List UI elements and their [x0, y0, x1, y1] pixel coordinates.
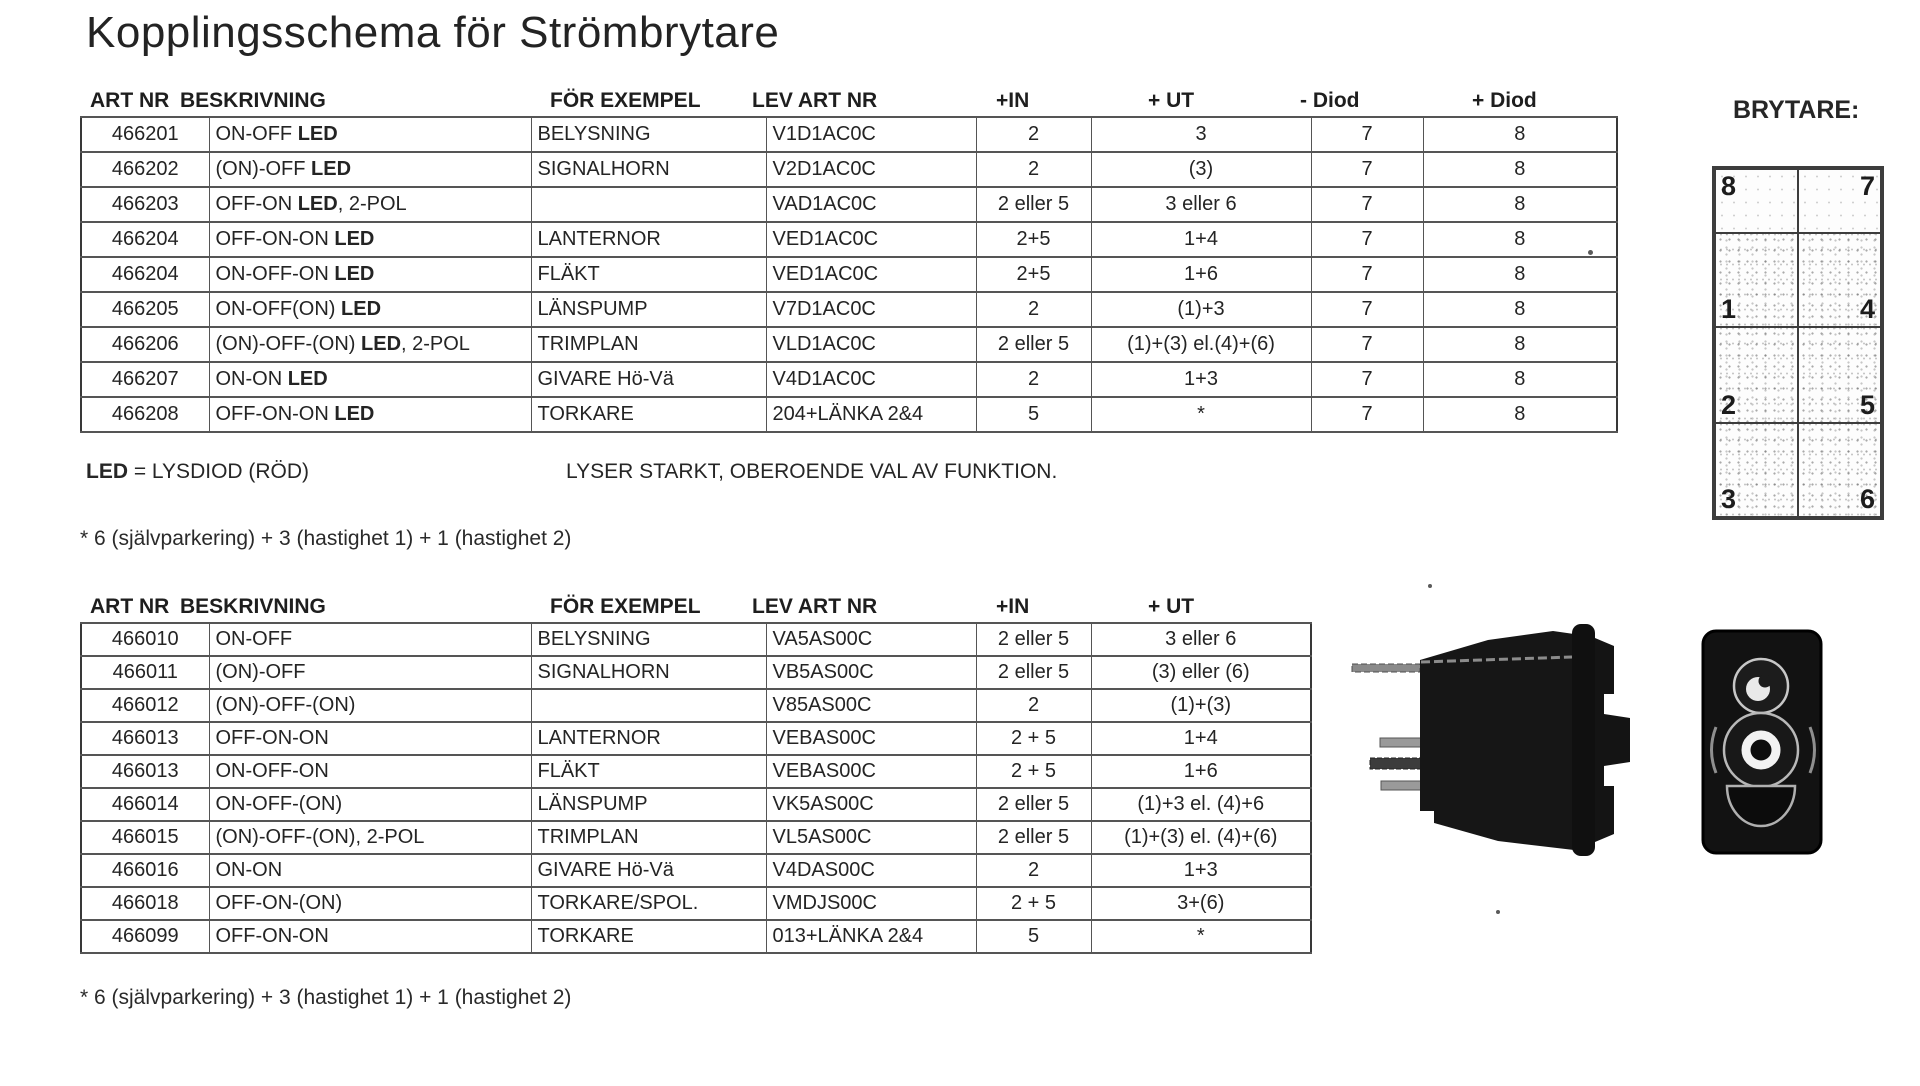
pin-number: 6 [1859, 484, 1875, 514]
table-cell: V4DAS00C [766, 854, 976, 887]
table-cell: 466204 [81, 222, 209, 257]
rear-housing [1595, 638, 1630, 842]
table-row [81, 362, 1617, 397]
table-cell: 466014 [81, 788, 209, 821]
table-cell: 466206 [81, 327, 209, 362]
table-cell: 466013 [81, 755, 209, 788]
table-cell: FLÄKT [531, 755, 766, 788]
table-row [81, 117, 1617, 152]
table-row [81, 152, 1617, 187]
table-cell: 1+4 [1091, 222, 1311, 257]
table-cell: VAD1AC0C [766, 187, 976, 222]
table-cell: (3) eller (6) [1091, 656, 1311, 689]
table-row [81, 821, 1311, 854]
pin-number: 3 [1721, 484, 1737, 514]
table-cell: VA5AS00C [766, 623, 976, 656]
table-cell: 466011 [81, 656, 209, 689]
col-header-lev-art-nr: LEV ART NR [752, 595, 878, 618]
led-switch-table-header [80, 86, 1618, 116]
table-cell: LÄNSPUMP [531, 788, 766, 821]
table-cell: 013+LÄNKA 2&4 [766, 920, 976, 953]
table-cell: (1)+(3) el. (4)+(6) [1091, 821, 1311, 854]
table-cell: TRIMPLAN [531, 327, 766, 362]
terminal-pin [1380, 738, 1422, 747]
table-cell: 8 [1423, 222, 1617, 257]
table-cell: 7 [1311, 292, 1423, 327]
table-cell: 2 eller 5 [976, 788, 1091, 821]
table-cell: 204+LÄNKA 2&4 [766, 397, 976, 432]
table-cell: V1D1AC0C [766, 117, 976, 152]
switch-side-photo [1348, 622, 1633, 860]
table-cell: 2 [976, 292, 1091, 327]
table-cell: 5 [976, 397, 1091, 432]
table-cell: 3 eller 6 [1091, 623, 1311, 656]
led-switch-table [80, 116, 1618, 433]
table-cell: V4D1AC0C [766, 362, 976, 397]
table-cell: 7 [1311, 327, 1423, 362]
table-cell: V85AS00C [766, 689, 976, 722]
table-cell: 466208 [81, 397, 209, 432]
table-row [81, 854, 1311, 887]
table-row [81, 920, 1311, 953]
table-cell: 7 [1311, 117, 1423, 152]
brytare-pin-diagram [1712, 166, 1884, 520]
switch-table-body [81, 623, 1311, 953]
table-cell: 2 eller 5 [976, 821, 1091, 854]
table-cell: 2 + 5 [976, 887, 1091, 920]
col-header-artnr: ART NR [90, 595, 170, 618]
pin-cell-8 [1715, 169, 1798, 233]
col-header-for-exempel: FÖR EXEMPEL [550, 595, 701, 618]
table-cell: 2+5 [976, 257, 1091, 292]
table-cell: 8 [1423, 152, 1617, 187]
pin-cell-5 [1798, 327, 1881, 423]
table-cell: 2+5 [976, 222, 1091, 257]
table-cell: 466010 [81, 623, 209, 656]
pin-number: 5 [1859, 390, 1875, 420]
table-cell: 2 eller 5 [976, 187, 1091, 222]
col-header-minus-diod: - Diod [1300, 89, 1360, 112]
table-cell: * [1091, 920, 1311, 953]
body-notch [1418, 811, 1434, 837]
table-cell: GIVARE Hö-Vä [531, 362, 766, 397]
table-cell: 2 eller 5 [976, 327, 1091, 362]
table-cell: 2 [976, 854, 1091, 887]
table-cell: 466016 [81, 854, 209, 887]
table-cell: 1+3 [1091, 854, 1311, 887]
table-cell: (1)+3 [1091, 292, 1311, 327]
table-cell: 8 [1423, 327, 1617, 362]
col-header-beskrivning: BESKRIVNING [180, 89, 326, 112]
col-header-plus-ut: + UT [1148, 89, 1195, 112]
col-header-plus-in: +IN [996, 595, 1030, 618]
table-cell: 7 [1311, 362, 1423, 397]
col-header-lev-art-nr: LEV ART NR [752, 89, 878, 112]
table-cell: OFF-ON-ON LED [209, 397, 531, 432]
table-cell: VLD1AC0C [766, 327, 976, 362]
pin-number: 2 [1721, 390, 1737, 420]
scan-speck [1496, 910, 1500, 914]
table-cell: 1+6 [1091, 257, 1311, 292]
pin-number: 4 [1859, 294, 1875, 324]
table-cell: (3) [1091, 152, 1311, 187]
table-cell: BELYSNING [531, 623, 766, 656]
table-cell: (ON)-OFF-(ON) [209, 689, 531, 722]
col-header-plus-diod: + Diod [1472, 89, 1537, 112]
pin-number: 8 [1721, 171, 1737, 201]
pin-cell-4 [1798, 233, 1881, 327]
table-cell: 2 [976, 117, 1091, 152]
switch-table-header [80, 592, 1312, 622]
table-cell: (ON)-OFF LED [209, 152, 531, 187]
pin-number: 7 [1859, 171, 1875, 201]
table-cell: 466202 [81, 152, 209, 187]
table-cell: (ON)-OFF-(ON), 2-POL [209, 821, 531, 854]
table-cell: 1+6 [1091, 755, 1311, 788]
table-cell: GIVARE Hö-Vä [531, 854, 766, 887]
table-cell: V2D1AC0C [766, 152, 976, 187]
table-cell: VEBAS00C [766, 722, 976, 755]
table-cell: VEBAS00C [766, 755, 976, 788]
page-title: Kopplingsschema för Strömbrytare [86, 8, 780, 57]
table-cell: 8 [1423, 397, 1617, 432]
table-cell: OFF-ON LED, 2-POL [209, 187, 531, 222]
col-header-plus-in: +IN [996, 89, 1030, 112]
terminal-pin [1381, 781, 1422, 790]
led-note-label [86, 460, 309, 484]
switch-table-section [80, 592, 1312, 954]
table-row [81, 689, 1311, 722]
table-cell: FLÄKT [531, 257, 766, 292]
table-cell: 2 [976, 152, 1091, 187]
table-cell: LÄNSPUMP [531, 292, 766, 327]
table-cell: 7 [1311, 397, 1423, 432]
table-row [81, 222, 1617, 257]
table-cell: ON-OFF LED [209, 117, 531, 152]
led-switch-table-section [80, 86, 1618, 433]
table-row [81, 887, 1311, 920]
table-cell: 8 [1423, 292, 1617, 327]
table-cell: VK5AS00C [766, 788, 976, 821]
scan-speck [1588, 250, 1593, 255]
table-cell: TRIMPLAN [531, 821, 766, 854]
actuator-donut [1746, 735, 1776, 765]
table-cell: 3 eller 6 [1091, 187, 1311, 222]
pin-cell-3 [1715, 423, 1798, 517]
table-cell: SIGNALHORN [531, 656, 766, 689]
table-cell: VB5AS00C [766, 656, 976, 689]
table-cell: 466099 [81, 920, 209, 953]
col-header-artnr: ART NR [90, 89, 170, 112]
table-cell: 466201 [81, 117, 209, 152]
pin-cell-2 [1715, 327, 1798, 423]
table-cell: 3 [1091, 117, 1311, 152]
table-cell: ON-ON LED [209, 362, 531, 397]
table-cell: SIGNALHORN [531, 152, 766, 187]
table-cell: 466013 [81, 722, 209, 755]
table-cell: (1)+(3) el.(4)+(6) [1091, 327, 1311, 362]
table-cell: 8 [1423, 257, 1617, 292]
table-cell: OFF-ON-ON LED [209, 222, 531, 257]
table-cell: 1+3 [1091, 362, 1311, 397]
table-cell: 5 [976, 920, 1091, 953]
table-cell: ON-OFF [209, 623, 531, 656]
table-cell: ON-OFF-(ON) [209, 788, 531, 821]
table-cell: 2 + 5 [976, 755, 1091, 788]
table-cell [531, 689, 766, 722]
table-cell: OFF-ON-ON [209, 920, 531, 953]
table-cell: V7D1AC0C [766, 292, 976, 327]
col-header-beskrivning: BESKRIVNING [180, 595, 326, 618]
pin-number: 1 [1721, 294, 1737, 324]
switch-front-photo [1701, 629, 1825, 857]
lens-crescent [1759, 675, 1772, 688]
switch-table [80, 622, 1312, 954]
led-note-rest: = LYSDIOD (RÖD) [128, 460, 310, 483]
led-switch-table-body [81, 117, 1617, 432]
table-cell: 7 [1311, 152, 1423, 187]
led-note-text: LYSER STARKT, OBEROENDE VAL AV FUNKTION. [566, 460, 1058, 483]
pin-cell-7 [1798, 169, 1881, 233]
table-cell: 466015 [81, 821, 209, 854]
table-row [81, 397, 1617, 432]
table-cell: 1+4 [1091, 722, 1311, 755]
terminal-pin [1370, 758, 1422, 769]
table-cell: VMDJS00C [766, 887, 976, 920]
table-cell: (ON)-OFF [209, 656, 531, 689]
table-cell: TORKARE [531, 920, 766, 953]
table-cell: TORKARE/SPOL. [531, 887, 766, 920]
table-cell: 2 + 5 [976, 722, 1091, 755]
table-row [81, 292, 1617, 327]
table-row [81, 656, 1311, 689]
table-cell: 466012 [81, 689, 209, 722]
table-row [81, 755, 1311, 788]
table-cell: 2 eller 5 [976, 656, 1091, 689]
table-cell: LANTERNOR [531, 722, 766, 755]
table-row [81, 327, 1617, 362]
table-cell: 8 [1423, 117, 1617, 152]
table-cell: 466204 [81, 257, 209, 292]
table-cell: 7 [1311, 187, 1423, 222]
table-cell: VED1AC0C [766, 257, 976, 292]
table-cell: 2 eller 5 [976, 623, 1091, 656]
col-header-for-exempel: FÖR EXEMPEL [550, 89, 701, 112]
switch-body [1420, 631, 1574, 850]
table-cell: 466203 [81, 187, 209, 222]
table-cell: * [1091, 397, 1311, 432]
table-cell: (1)+(3) [1091, 689, 1311, 722]
table-row [81, 623, 1311, 656]
pin-cell-1 [1715, 233, 1798, 327]
table-cell: 8 [1423, 362, 1617, 397]
table-cell: VL5AS00C [766, 821, 976, 854]
mounting-flange [1572, 624, 1595, 856]
scan-speck [1428, 584, 1432, 588]
table-cell: (ON)-OFF-(ON) LED, 2-POL [209, 327, 531, 362]
table-cell: OFF-ON-ON [209, 722, 531, 755]
footnote-wiper-2: * 6 (självparkering) + 3 (hastighet 1) + 1 (hastighet 2) [80, 986, 572, 1009]
table-row [81, 187, 1617, 222]
table-cell: ON-OFF-ON LED [209, 257, 531, 292]
table-cell: BELYSNING [531, 117, 766, 152]
table-cell: VED1AC0C [766, 222, 976, 257]
table-cell: 466207 [81, 362, 209, 397]
table-cell: ON-ON [209, 854, 531, 887]
table-cell: ON-OFF-ON [209, 755, 531, 788]
table-row [81, 257, 1617, 292]
table-row [81, 788, 1311, 821]
table-row [81, 722, 1311, 755]
table-cell: 7 [1311, 257, 1423, 292]
table-cell: LANTERNOR [531, 222, 766, 257]
table-cell: ON-OFF(ON) LED [209, 292, 531, 327]
brytare-label: BRYTARE: [1733, 96, 1860, 124]
table-cell: 7 [1311, 222, 1423, 257]
table-cell: 2 [976, 689, 1091, 722]
pin-cell-6 [1798, 423, 1881, 517]
table-cell: TORKARE [531, 397, 766, 432]
led-note-bold: LED [86, 460, 128, 483]
table-cell: (1)+3 el. (4)+6 [1091, 788, 1311, 821]
table-cell: 8 [1423, 187, 1617, 222]
table-cell: 466018 [81, 887, 209, 920]
col-header-plus-ut: + UT [1148, 595, 1195, 618]
table-cell [531, 187, 766, 222]
footnote-wiper-1: * 6 (självparkering) + 3 (hastighet 1) + 1 (hastighet 2) [80, 527, 572, 550]
table-cell: 2 [976, 362, 1091, 397]
table-cell: 466205 [81, 292, 209, 327]
terminal-pin [1352, 664, 1420, 672]
table-cell: 3+(6) [1091, 887, 1311, 920]
table-cell: OFF-ON-(ON) [209, 887, 531, 920]
